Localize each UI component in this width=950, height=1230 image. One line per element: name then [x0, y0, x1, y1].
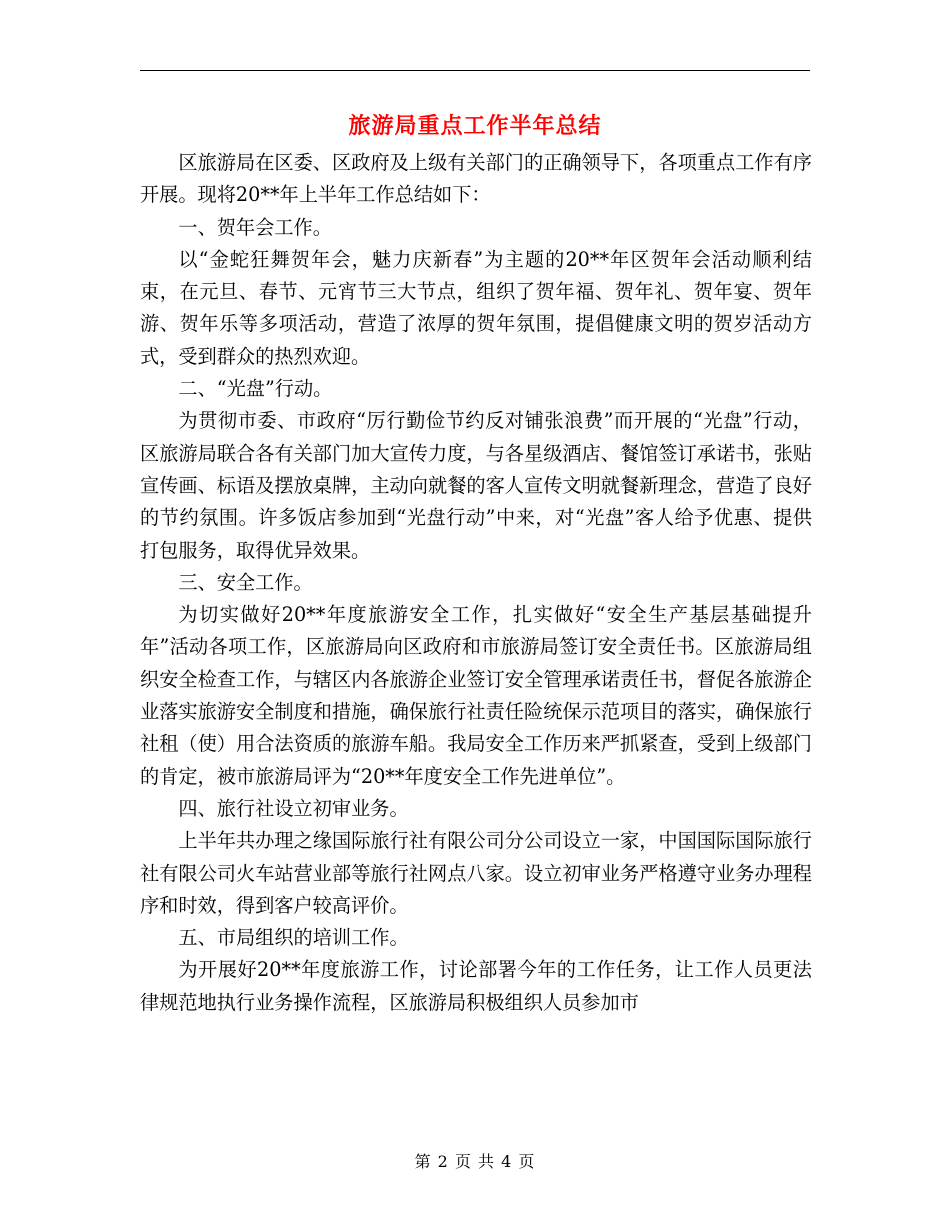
document-body — [140, 147, 812, 1019]
section-heading-3: 三、安全工作。 — [178, 570, 313, 594]
section-body-2: 为贯彻市委、市政府“厉行勤俭节约反对铺张浪费”而开展的“光盘”行动，区旅游局联合各有关部门加大宣传力度，与各星级酒店、餐馆签订承诺书，张贴宣传画、标语及摆放桌牌，主动向就餐的客人宣传文明就餐新理念，营造了良好的节约氛围。许多饭店参加到“光盘行动”中来，对“光盘”客人给予优惠、提供打包服务，取得优异效果。 — [140, 409, 812, 562]
section-heading-1: 一、贺年会工作。 — [178, 215, 332, 239]
section-body-1: 以“金蛇狂舞贺年会，魅力庆新春”为主题的20**年区贺年会活动顺利结束，在元旦、春节、元宵节三大节点，组织了贺年福、贺年礼、贺年宴、贺年游、贺年乐等多项活动，营造了浓厚的贺年氛围，提倡健康文明的贺岁活动方式，受到群众的热烈欢迎。 — [140, 247, 812, 368]
section-body-4: 上半年共办理之缘国际旅行社有限公司分公司设立一家，中国国际国际旅行社有限公司火车站营业部等旅行社网点八家。设立初审业务严格遵守业务办理程序和时效，得到客户较高评价。 — [140, 829, 812, 917]
section-heading-5: 五、市局组织的培训工作。 — [178, 926, 409, 950]
document-title: 旅游局重点工作半年总结 — [348, 113, 602, 139]
header-rule — [140, 70, 810, 71]
section-body-5: 为开展好20**年度旅游工作，讨论部署今年的工作任务，让工作人员更法律规范地执行业务操作流程，区旅游局积极组织人员参加市 — [140, 958, 812, 1014]
page-number: 第 2 页 共 4 页 — [414, 1152, 536, 1171]
intro-paragraph: 区旅游局在区委、区政府及上级有关部门的正确领导下，各项重点工作有序开展。现将20**年上半年工作总结如下： — [140, 151, 812, 207]
section-body-3: 为切实做好20**年度旅游安全工作，扎实做好“安全生产基层基础提升年”活动各项工作，区旅游局向区政府和市旅游局签订安全责任书。区旅游局组织安全检查工作，与辖区内各旅游企业签订安全管理承诺责任书，督促各旅游企业落实旅游安全制度和措施，确保旅行社责任险统保示范项目的落实，确保旅行社租（使）用合法资质的旅游车船。我局安全工作历来严抓紧查，受到上级部门的肯定，被市旅游局评为“20**年度安全工作先进单位”。 — [140, 603, 812, 788]
section-heading-2: 二、“光盘”行动。 — [178, 377, 333, 401]
section-heading-4: 四、旅行社设立初审业务。 — [178, 796, 409, 820]
